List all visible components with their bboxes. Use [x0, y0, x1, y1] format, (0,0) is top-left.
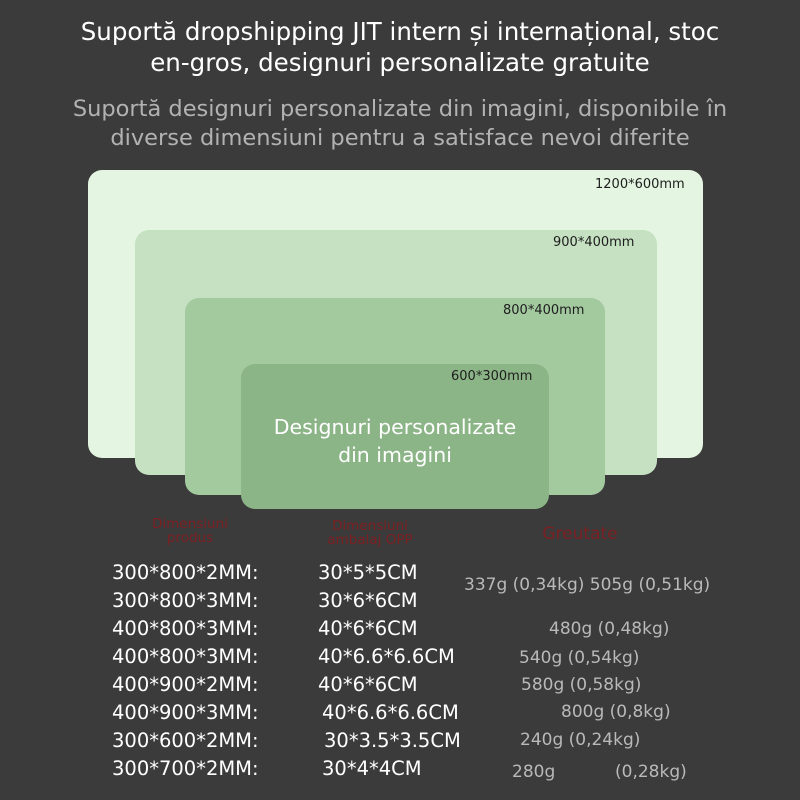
packaging-size-cell: 30*5*5CM	[318, 561, 418, 584]
subtitle-line-2: diverse dimensiuni pentru a satisface nevoi diferite	[110, 125, 690, 151]
header-product-size	[120, 517, 260, 545]
weight-cell: 540g (0,54kg)	[519, 648, 640, 668]
packaging-size-cell: 40*6.6*6.6CM	[318, 645, 455, 668]
header-packaging-line-1: Dimensiuni	[332, 518, 408, 534]
product-size-cell: 300*800*3MM:	[112, 589, 259, 612]
size-label-800x400: 800*400mm	[503, 303, 585, 318]
packaging-size-cell: 40*6.6*6.6CM	[322, 701, 459, 724]
header-packaging-size	[300, 519, 440, 547]
product-size-cell: 300*800*2MM:	[112, 561, 259, 584]
weight-cell: 240g (0,24kg)	[520, 730, 641, 750]
weight-cell: 800g (0,8kg)	[561, 702, 671, 722]
caption-line-2: din imagini	[338, 443, 452, 467]
product-size-cell: 400*900*3MM:	[112, 701, 259, 724]
caption-line-1: Designuri personalizate	[273, 415, 517, 439]
weight-cell: 480g (0,48kg)	[549, 619, 670, 639]
size-label-1200x600: 1200*600mm	[595, 177, 685, 192]
product-size-cell: 300*600*2MM:	[112, 729, 259, 752]
packaging-size-cell: 40*6*6CM	[318, 673, 418, 696]
custom-design-caption	[241, 413, 549, 469]
title-line-1: Suportă dropshipping JIT intern și internațional, stoc	[80, 17, 720, 46]
packaging-size-cell: 30*6*6CM	[318, 589, 418, 612]
title-line-2: en-gros, designuri personalizate gratuite	[150, 48, 650, 77]
product-size-cell: 400*800*3MM:	[112, 645, 259, 668]
product-size-cell: 300*700*2MM:	[112, 757, 259, 780]
header-weight: Greutate	[542, 524, 618, 544]
page-title	[0, 16, 800, 78]
product-size-cell: 400*800*3MM:	[112, 617, 259, 640]
header-product-line-2: produs	[166, 530, 214, 546]
size-label-900x400: 900*400mm	[553, 235, 635, 250]
packaging-size-cell: 40*6*6CM	[318, 617, 418, 640]
weight-cell: 280g	[512, 762, 556, 782]
weight-cell: (0,28kg)	[615, 762, 687, 782]
packaging-size-cell: 30*3.5*3.5CM	[324, 729, 461, 752]
product-size-cell: 400*900*2MM:	[112, 673, 259, 696]
packaging-size-cell: 30*4*4CM	[322, 757, 422, 780]
weight-cell: 337g (0,34kg) 505g (0,51kg)	[464, 575, 711, 595]
subtitle-line-1: Suportă designuri personalizate din imagini, disponibile în	[72, 96, 728, 122]
header-product-line-1: Dimensiuni	[152, 516, 228, 532]
page-subtitle	[0, 95, 800, 153]
weight-cell: 580g (0,58kg)	[521, 675, 642, 695]
size-label-600x300: 600*300mm	[451, 369, 533, 384]
header-packaging-line-2: ambalaj OPP	[327, 532, 413, 548]
